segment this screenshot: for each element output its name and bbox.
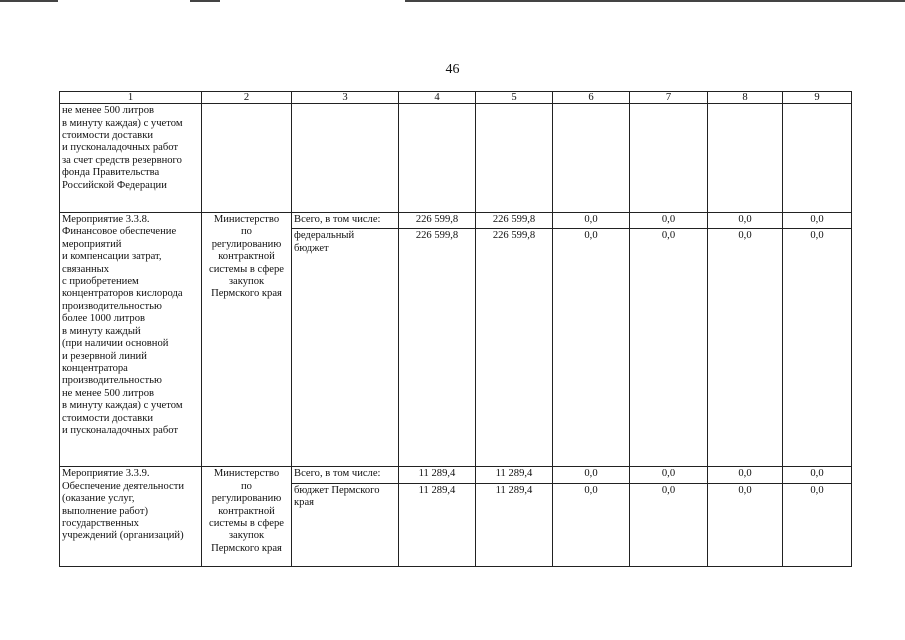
executor-3-3-8: Министерство по регулированию контрактной системы в сфере закупок Пермского края xyxy=(202,213,292,467)
value-cell: 0,0 xyxy=(553,213,630,229)
page-number: 46 xyxy=(445,62,460,77)
table-row-339-total xyxy=(60,467,852,483)
value-cell: 11 289,4 xyxy=(476,483,553,566)
value-cell: 0,0 xyxy=(630,213,708,229)
column-header: 6 xyxy=(553,92,630,104)
table-header-row xyxy=(60,92,852,104)
column-header: 2 xyxy=(202,92,292,104)
value-cell: 0,0 xyxy=(630,467,708,483)
value-cell: 0,0 xyxy=(708,467,783,483)
column-header: 7 xyxy=(630,92,708,104)
value-cell: 226 599,8 xyxy=(476,229,553,467)
measure-description-continuation: не менее 500 литров в минуту каждая) с учетом стоимости доставки и пусконаладочных работ за счет средств резервного фонда Правительства Российской Федерации xyxy=(60,104,202,213)
value-cell: 0,0 xyxy=(783,229,852,467)
column-header: 5 xyxy=(476,92,553,104)
value-cell: 0,0 xyxy=(708,483,783,566)
executor-3-3-9: Министерство по регулированию контрактной системы в сфере закупок Пермского края xyxy=(202,467,292,567)
value-cell: 226 599,8 xyxy=(476,213,553,229)
table-row-continuation xyxy=(60,104,852,213)
value-cell: 0,0 xyxy=(630,229,708,467)
value-cell: 0,0 xyxy=(553,483,630,566)
scan-edge-line-left xyxy=(0,0,58,2)
column-header: 3 xyxy=(292,92,399,104)
column-header: 9 xyxy=(783,92,852,104)
value-cell: 11 289,4 xyxy=(476,467,553,483)
budget-table xyxy=(59,91,852,567)
value-cell: 0,0 xyxy=(783,467,852,483)
value-cell: 0,0 xyxy=(553,229,630,467)
value-cell: 0,0 xyxy=(553,467,630,483)
column-header: 1 xyxy=(60,92,202,104)
scan-edge-line-mid xyxy=(190,0,220,2)
value-cell: 226 599,8 xyxy=(399,229,476,467)
funding-source-total: Всего, в том числе: xyxy=(292,213,399,229)
measure-description-3-3-9: Мероприятие 3.3.9. Обеспечение деятельности (оказание услуг, выполнение работ) государственных учреждений (организаций) xyxy=(60,467,202,567)
funding-source-total: Всего, в том числе: xyxy=(292,467,399,483)
column-header: 8 xyxy=(708,92,783,104)
value-cell: 0,0 xyxy=(783,213,852,229)
value-cell: 0,0 xyxy=(708,229,783,467)
measure-description-3-3-8: Мероприятие 3.3.8. Финансовое обеспечение мероприятий и компенсации затрат, связанных с приобретением концентраторов кислорода производительностью более 1000 литров в минуту каждый (при наличии основной и резервной линий концентратора производительностью не менее 500 литров в минуту каждая) с учетом стоимости доставки и пусконаладочных работ xyxy=(60,213,202,467)
funding-source-regional: бюджет Пермского края xyxy=(292,483,399,566)
value-cell: 0,0 xyxy=(783,483,852,566)
value-cell: 226 599,8 xyxy=(399,213,476,229)
scan-edge-line-right xyxy=(405,0,905,2)
value-cell: 11 289,4 xyxy=(399,467,476,483)
funding-source-federal: федеральный бюджет xyxy=(292,229,399,467)
table-row-338-total xyxy=(60,213,852,229)
value-cell: 11 289,4 xyxy=(399,483,476,566)
value-cell: 0,0 xyxy=(630,483,708,566)
value-cell: 0,0 xyxy=(708,213,783,229)
column-header: 4 xyxy=(399,92,476,104)
